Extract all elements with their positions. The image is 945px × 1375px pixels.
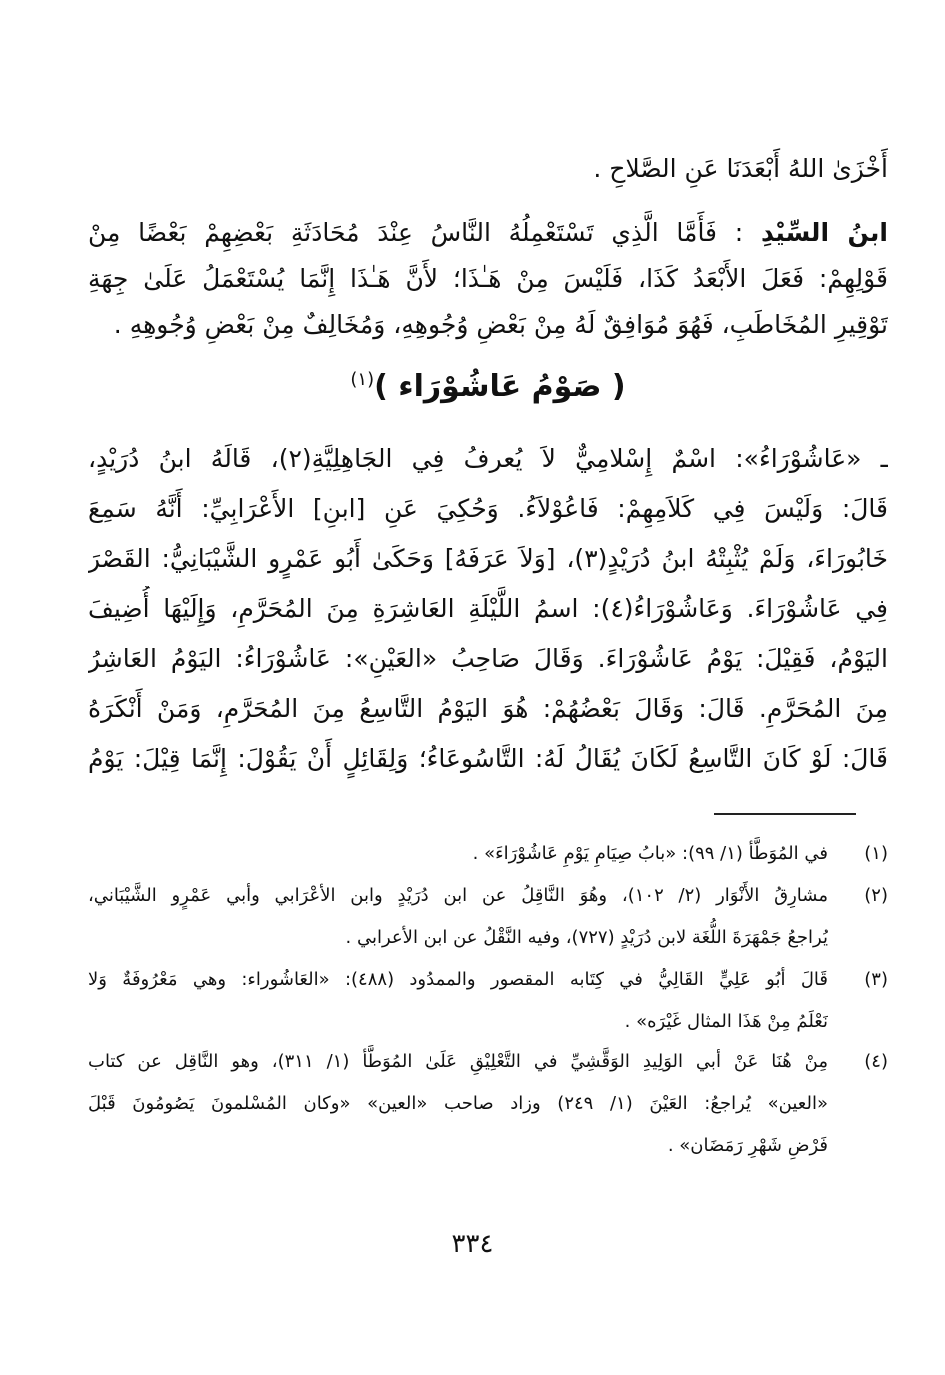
footnote-2 bbox=[88, 876, 888, 960]
body-line-3: قَوْلِهِمْ: فَعَلَ الأَبْعَدُ كَذَا، فَلَيْسَ مِنْ هَـٰذَا؛ لأَنَّ هَـٰذَا إِنَّمَا يُسْتَعْمَلُ عَلَىٰ جِهَةِ bbox=[88, 264, 888, 293]
section-heading-text: ( صَوْمُ عَاشُوْرَاء ) bbox=[374, 369, 626, 404]
section-line-2: قَالَ: وَلَيْسَ فِي كَلاَمِهِمْ: فَاعُوْلاَءُ. وَحُكِيَ عَنِ [ابنِ] الأَعْرَابِيِّ: أَنَّهُ سَمِعَ bbox=[88, 494, 888, 523]
section-line-6: مِنَ المُحَرَّمِ. قَالَ: وَقَالَ بَعْضُهُمْ: هُوَ اليَوْمُ التَّاسِعُ مِنَ المُحَرَّمِ، وَمَنْ أَنْكَرَهُ bbox=[88, 694, 888, 723]
footnote-4 bbox=[88, 1042, 888, 1168]
footnote-line: مشارِقُ الأَنْوَار (٢/ ١٠٢)، وهُوَ النَّاقِلُ عن ابن دُرَيْدٍ وابن الأعْرَابي وأبي عَمْرٍو الشَّيْبَاني، bbox=[88, 885, 828, 906]
footnote-number: (٢) bbox=[864, 885, 888, 906]
body-line-2-rest: : فَأَمَّا الَّذِي تَسْتَعْمِلُهُ النَّاسُ عِنْدَ مُحَادَثَةِ بَعْضِهِمْ بَعْضًا مِنْ bbox=[88, 218, 744, 247]
section-line-7: قَالَ: لَوْ كَانَ التَّاسِعُ لَكَانَ يُقَالُ لَهُ: التَّاسُوعَاءُ؛ وَلِقَائِلٍ أَنْ يَقُوْلَ: إِنَّمَا قِيْلَ: يَوْمُ bbox=[88, 744, 888, 773]
section-heading-footnote-ref: (١) bbox=[350, 369, 375, 390]
body-line-1: أَخْزَىٰ اللهُ أَبْعَدَنَا عَنِ الصَّلاحِ . bbox=[593, 154, 888, 183]
footnote-line: قَالَ أبُو عَلِيٍّ القَالِيُّ في كِتَابه المقصور والممدُود (٤٨٨): «العَاشُوراء: وهي مَعْرُوفَةٌ وَلا bbox=[88, 969, 828, 990]
page-number: ٣٣٤ bbox=[451, 1229, 494, 1259]
section-line-1: ـ «عَاشُوْرَاءُ»: اسْمٌ إِسْلامِيٌّ لاَ يُعرفُ فِي الجَاهِلِيَّةِ(٢)، قَالَهُ ابنُ دُرَيْدٍ، bbox=[88, 444, 888, 473]
footnote-line: مِنْ هُنَا عَنْ أبي الوَلِيدِ الوَقَّشِيِّ في التَّعْلِيْقِ عَلَىٰ المُوَطَّأ (١/ ٣١١)، وهو النَّاقِل عن كتاب bbox=[88, 1051, 828, 1072]
footnote-number: (٤) bbox=[864, 1051, 888, 1072]
body-line-4: تَوْقِيرِ المُخَاطَبِ، فَهُوَ مُوَافِقٌ لَهُ مِنْ بَعْضِ وُجُوهِهِ، وَمُخَالِفٌ مِنْ بَعْضِ وُجُوهِهِ . bbox=[113, 310, 888, 339]
body-line-2 bbox=[88, 210, 888, 256]
footnote-line: نَعْلَمُ مِنْ هَذَا المثال غَيْرَه» . bbox=[624, 1011, 828, 1032]
footnote-line: «العين» يُراجعُ: العَيْنَ (١/ ٢٤٩) وزاد صاحب «العين» «وكان المُسْلمونَ يَصُومُونَ قَبْلَ bbox=[88, 1093, 828, 1114]
section-line-3: خَابُورَاءَ، وَلَمْ يُثْبِتْهُ ابنُ دُرَيْدٍ(٣)، [وَلاَ عَرَفَهُ] وَحَكَىٰ أَبُو عَمْرٍو الشَّيْبَانِيُّ: القَصْرَ bbox=[88, 544, 888, 573]
footnote-1 bbox=[88, 834, 888, 874]
section-line-5: اليَوْمُ، فَقِيْلَ: يَوْمُ عَاشُوْرَاءَ. وَقَالَ صَاحِبُ «العَيْنِ»: عَاشُوْرَاءُ: اليَوْمُ العَاشِرُ bbox=[88, 644, 888, 673]
section-line-4: فِي عَاشُوْرَاءَ. وَعَاشُوْرَاءُ(٤): اسمُ اللَّيْلَةِ العَاشِرَةِ مِنَ المُحَرَّمِ، وَإِلَيْهَا أُضِيفَ bbox=[88, 594, 888, 623]
section-heading bbox=[88, 350, 888, 410]
footnote-line: في المُوَطَّأ (١/ ٩٩): «بابُ صِيَامِ يَوْمِ عَاشُوْرَاءَ» . bbox=[472, 843, 828, 864]
footnote-divider bbox=[714, 813, 856, 815]
author-lead: ابنُ السِّيْدِ bbox=[760, 218, 888, 247]
footnote-line: يُراجعُ جَمْهَرَةَ اللُّغَة لابن دُرَيْدٍ (٧٢٧)، وفيه النَّقْلُ عن ابن الأعرابي . bbox=[345, 927, 828, 948]
footnote-3 bbox=[88, 960, 888, 1044]
footnote-line: فَرْضِ شَهْرِ رَمَضَان» . bbox=[667, 1135, 828, 1156]
footnote-number: (١) bbox=[864, 843, 888, 864]
footnote-number: (٣) bbox=[864, 969, 888, 990]
